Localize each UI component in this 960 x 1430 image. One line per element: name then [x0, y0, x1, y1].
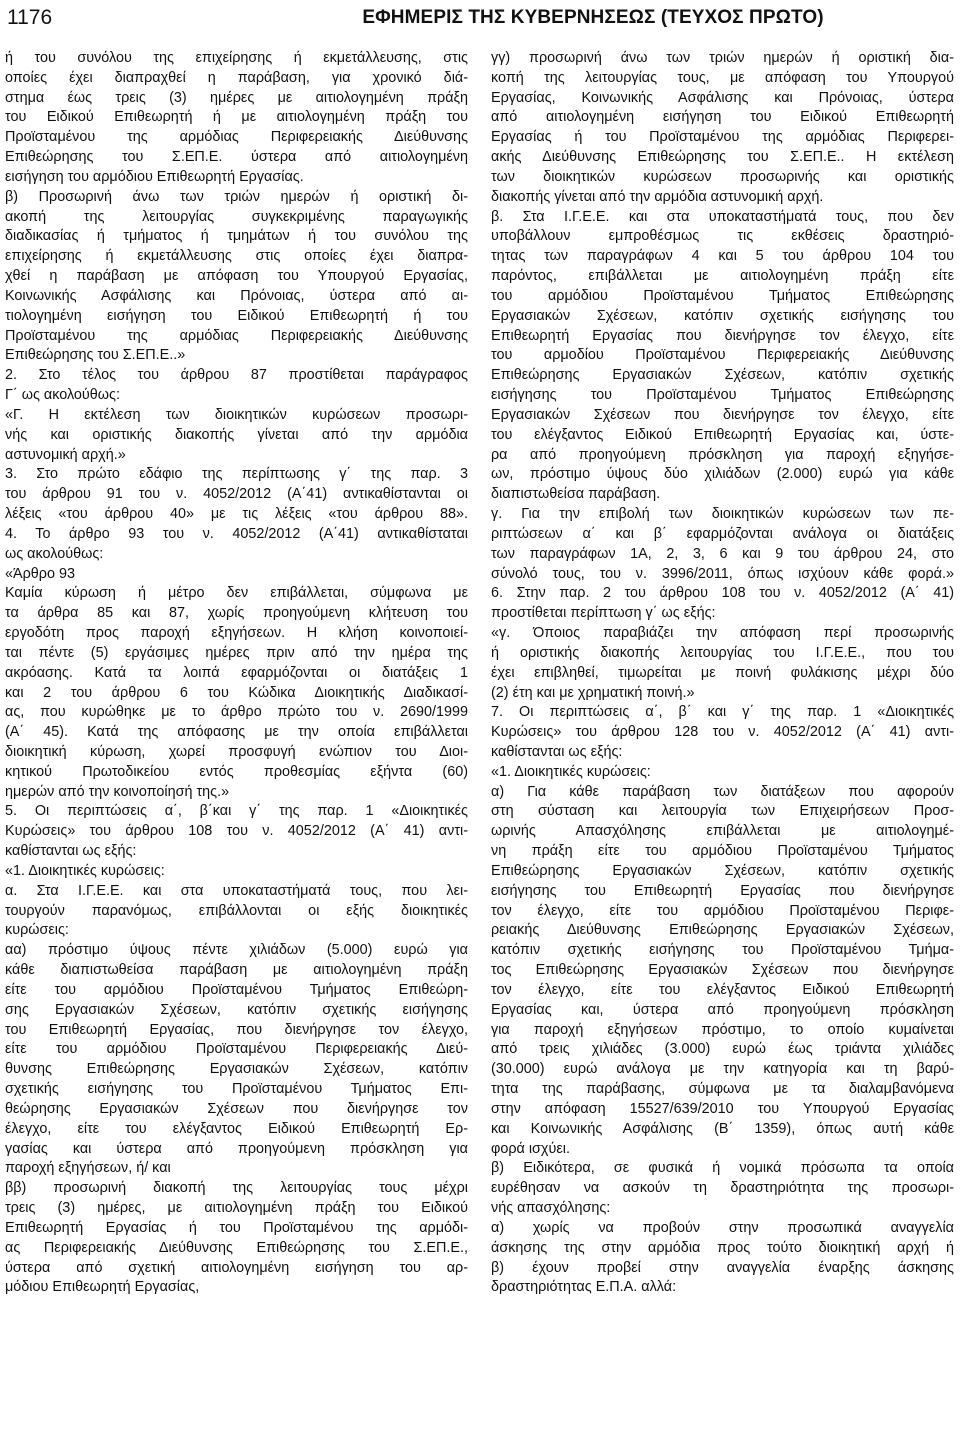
text-line: κυρώσεις: [5, 922, 69, 939]
text-line: β) Ειδικότερα, σε φυσικά ή νομικά πρόσωπα τα οποία [491, 1160, 954, 1177]
text-line: 3. Στο πρώτο εδάφιο της περίπτωσης γ΄ της παρ. 3 [5, 466, 468, 483]
text-line: άσκησης της στην αρμόδια προς τούτο διοικητική αρχή ή [491, 1239, 954, 1256]
text-line: και Κοινωνικής Ασφάλισης (Β΄ 1359), όπως αυτή κάθε [491, 1120, 954, 1137]
text-line: έλεγχο, είτε του ελέγξαντος Ειδικού Επιθεωρητή Ερ- [5, 1120, 468, 1137]
text-line: νη πράξη είτε του αρμόδιου Προϊσταμένου Τμήματος [491, 843, 954, 860]
text-line: κοπή της λειτουργίας τους, με απόφαση του Υπουργού [491, 69, 954, 86]
text-line: δραστηριότητας Ε.Π.Α. αλλά: [491, 1279, 677, 1296]
text-line: ή του συνόλου της επιχείρησης ή εκμετάλλευσης, στις [5, 50, 468, 66]
text-line: Γ΄ ως ακολούθως: [5, 387, 120, 404]
text-line: μόδιου Επιθεωρητή Εργασίας, [5, 1279, 200, 1296]
page-header [7, 4, 953, 38]
text-line: είτε του αρμόδιου Προϊσταμένου Τμήματος Επιθεώρη- [5, 981, 468, 998]
text-line: εισήγηση του αρμόδιου Επιθεωρητή Εργασίας. [5, 168, 304, 185]
text-line: στημα έως τρεις (3) ημέρες με αιτιολογημένη πράξη [5, 89, 468, 106]
text-line: ή οριστικής διακοπής λειτουργίας του Ι.Γ.Ε.Ε., που του [491, 644, 954, 661]
text-line: β) έχουν προβεί στην αναγγελία έναρξης άσκησης [491, 1259, 954, 1276]
text-line: Επιθεώρησης Εργασιακών Σχέσεων, κατόπιν σχετικής [491, 862, 954, 879]
text-line: «Άρθρο 93 [5, 565, 75, 582]
text-line: τητας των παραγράφων 4 και 5 του άρθρου 104 του [491, 248, 954, 265]
text-line: ρειακής Διεύθυνσης Επιθεώρησης Εργασιακών Σχέσεων, [491, 922, 954, 939]
text-line: Κυρώσεις» του άρθρου 128 του ν. 4052/2012 (Α΄ 41) αντι- [491, 724, 954, 741]
text-line: ββ) προσωρινή διακοπή της λειτουργίας τους μέχρι [5, 1180, 468, 1197]
text-line: ακρόασης. Κατά τα λοιπά εφαρμόζονται οι διατάξεις 1 [5, 664, 468, 681]
text-line: από τρεις χιλιάδες (3.000) ευρώ έως τριάντα χιλιάδες [491, 1041, 954, 1058]
text-line: και 2 του άρθρου 6 του Κώδικα Διοικητικής Διαδικασί- [5, 684, 468, 701]
text-line: τα άρθρα 85 και 87, χωρίς προηγούμενη κλήτευση του [5, 605, 468, 622]
text-line: «1. Διοικητικές κυρώσεις: [491, 763, 651, 780]
page-number: 1176 [7, 6, 53, 29]
text-line: Επιθεώρησης του Σ.ΕΠ.Ε. ύστερα από αιτιολογημένη [5, 149, 468, 166]
text-line: του αρμόδιου Προϊσταμένου Τμήματος Επιθεώρησης [491, 287, 954, 304]
text-line: «Γ. Η εκτέλεση των διοικητικών κυρώσεων προσωρι- [5, 406, 468, 423]
running-title: ΕΦΗΜΕΡΙΣ ΤΗΣ ΚΥΒΕΡΝΗΣΕΩΣ (ΤΕΥΧΟΣ ΠΡΩΤΟ) [362, 7, 824, 28]
text-line: τρεις (3) ημέρες, με αιτιολογημένη πράξη του Ειδικού [5, 1200, 468, 1217]
text-line: νής απασχόλησης: [491, 1200, 611, 1217]
text-line: ριπτώσεων α΄ και β΄ εφαρμόζονται ανάλογα οι διατάξεις [491, 525, 954, 542]
text-line: ρα από προηγούμενη πρόσκληση για παροχή εξηγήσε- [491, 446, 954, 463]
text-line: καθίστανται ως εξής: [491, 743, 623, 760]
text-line: νής και οριστικής διακοπής γίνεται από την αρμόδια [5, 426, 468, 443]
text-line: Κοινωνικής Ασφάλισης και Πρόνοιας, ύστερα από αι- [5, 287, 468, 304]
text-line: παροχή εξηγήσεων, ή/ και [5, 1160, 171, 1177]
text-line: χθεί η παράβαση με απόφαση του Υπουργού Εργασίας, [5, 268, 468, 285]
text-line: τον έλεγχο, είτε του αρμόδιου Προϊσταμένου Περιφε- [491, 902, 954, 919]
text-line: ημερών από την κοινοποίησή της.» [5, 783, 230, 800]
text-line: του Ειδικού Επιθεωρητή ή με αιτιολογημένη πράξη του [5, 109, 468, 126]
text-line: κητικού Πρωτοδικείου εντός προθεσμίας εξήντα (60) [5, 763, 468, 780]
text-line: τουργούν παρανόμως, επιβάλλονται οι εξής διοικητικές [5, 902, 468, 919]
text-line: για παροχή εξηγήσεων πρόστιμο, το οποίο κυμαίνεται [491, 1021, 954, 1038]
text-line: Επιθεωρητή Εργασίας που διενήργησε τον έλεγχο, είτε [491, 327, 954, 344]
text-line: τιολογημένη εισήγηση του Ειδικού Επιθεωρητή ή του [5, 307, 468, 324]
text-line: του αρμοδίου Προϊσταμένου Περιφερειακής Διεύθυνσης [491, 347, 954, 364]
text-line: διαδικασίας ή τμήματος ή τμημάτων ή του συνόλου της [5, 228, 468, 245]
text-line: (2) έτη και με χρηματική ποινή.» [491, 684, 695, 701]
text-line: θεώρησης Εργασιακών Σχέσεων που διενήργησε τον [5, 1100, 468, 1117]
text-line: σχετικής εισήγησης του Προϊσταμένου Τμήματος Επι- [5, 1081, 468, 1098]
text-line: Κυρώσεις» του άρθρου 108 του ν. 4052/2012 (Α΄ 41) αντι- [5, 823, 468, 840]
text-line: 5. Οι περιπτώσεις α΄, β΄και γ΄ της παρ. 1 «Διοικητικές [5, 803, 468, 820]
text-line: ται πέντε (5) εργάσιμες ημέρες πριν από την ημέρα της [5, 644, 468, 661]
text-line: ευρέθησαν να ασκούν τη δραστηριότητα της προσωρι- [491, 1180, 954, 1197]
text-line: γασίας και ύστερα από προηγούμενη πρόσκληση για [5, 1140, 468, 1157]
text-line: από αιτιολογημένη εισήγηση του Ειδικού Επιθεωρητή [491, 109, 954, 126]
text-line: «1. Διοικητικές κυρώσεις: [5, 862, 165, 879]
text-line: 4. Το άρθρο 93 του ν. 4052/2012 (Α΄41) αντικαθίσταται [5, 525, 468, 542]
text-line: Καμία κύρωση ή μέτρο δεν επιβάλλεται, σύμφωνα με [5, 585, 468, 602]
text-line: ακοπή της λειτουργίας συγκεκριμένης παραγωγικής [5, 208, 468, 225]
text-line: ωρινής Απασχόλησης επιβάλλεται με αιτιολογημέ- [491, 823, 954, 840]
text-line: ων, πρόστιμο ύψους δύο χιλιάδων (2.000) ευρώ για κάθε [491, 466, 954, 483]
text-line: Επιθεωρητή Εργασίας ή του Προϊσταμένου της αρμόδι- [5, 1219, 468, 1236]
text-line: α. Στα Ι.Γ.Ε.Ε. και στα υποκαταστήματά τους, που λει- [5, 882, 468, 899]
text-line: γγ) προσωρινή άνω των τριών ημερών ή οριστική δια- [491, 50, 954, 66]
text-line: α) χωρίς να προβούν στην προσωπικά αναγγελία [491, 1219, 954, 1236]
text-line: Προϊσταμένου της αρμόδιας Περιφερειακής Διεύθυνσης [5, 129, 468, 146]
text-line: Επιθεώρησης του Σ.ΕΠ.Ε..» [5, 347, 186, 364]
text-line: κάθε διαπιστωθείσα παράβαση με αιτιολογημένη πράξη [5, 962, 468, 979]
text-line: είτε του αρμόδιου Προϊσταμένου Περιφερειακής Διεύ- [5, 1041, 468, 1058]
text-line: των παραγράφων 1Α, 2, 3, 6 και 9 του άρθρου 24, στο [491, 545, 954, 562]
text-line: διακοπής γίνεται από την αρμόδια αστυνομική αρχή. [491, 188, 824, 205]
text-line: του άρθρου 91 του ν. 4052/2012 (Α΄41) αντικαθίστανται οι [5, 486, 468, 503]
text-line: λέξεις «του άρθρου 40» με τις λέξεις «του άρθρου 88». [5, 506, 468, 523]
text-line: 7. Οι περιπτώσεις α΄, β΄ και γ΄ της παρ. 1 «Διοικητικές [491, 704, 954, 721]
text-line: β) Προσωρινή άνω των τριών ημερών ή οριστική δι- [5, 188, 468, 205]
text-line: σύνολό τους, του ν. 3996/2011, όπως ισχύουν κάθε φορά.» [491, 565, 954, 582]
text-line: αα) πρόστιμο ύψους πέντε χιλιάδων (5.000) ευρώ για [5, 942, 468, 959]
text-line: προστίθεται περίπτωση γ΄ ως εξής: [491, 605, 716, 622]
text-line: 6. Στην παρ. 2 του άρθρου 108 του ν. 4052/2012 (Α΄ 41) [491, 585, 954, 602]
text-line: αστυνομική αρχή.» [5, 446, 126, 463]
text-line: ας, που κυρώθηκε με το άρθρο πρώτο του ν. 2690/1999 [5, 704, 468, 721]
text-line: εισήγησης του Προϊσταμένου Τμήματος Επιθεώρησης [491, 387, 954, 404]
text-line: οποίες έχει διαπραχθεί η παράβαση, για χρονικό διά- [5, 69, 468, 86]
text-line: Εργασιακών Σχέσεων, κατόπιν σχετικής εισήγησης του [491, 307, 954, 324]
text-line: Επιθεώρησης Εργασιακών Σχέσεων, κατόπιν σχετικής [491, 367, 954, 384]
text-line: «γ. Όποιος παραβιάζει την απόφαση περί προσωρινής [491, 625, 954, 642]
text-line: στην απόφαση 15527/639/2010 του Υπουργού Εργασίας [491, 1100, 954, 1117]
text-line: σης Εργασιακών Σχέσεων, κατόπιν σχετικής εισήγησης [5, 1001, 468, 1018]
text-line: Προϊσταμένου της αρμόδιας Περιφερειακής Διεύθυνσης [5, 327, 468, 344]
text-line: έχει επιβληθεί, τιμωρείται με ποινή φυλάκισης μέχρι δύο [491, 664, 954, 681]
text-line: θυνσης Επιθεώρησης Εργασιακών Σχέσεων, κατόπιν [5, 1061, 468, 1078]
text-line: επιχείρησης ή εκμετάλλευσης στις οποίες έχει διαπρα- [5, 248, 468, 265]
text-line: κατόπιν σχετικής εισήγησης του Προϊσταμένου Τμήμα- [491, 942, 954, 959]
text-line: υποβάλλουν εμπροθέσμως τις εκθέσεις δραστηριό- [491, 228, 954, 245]
text-line: 2. Στο τέλος του άρθρου 87 προστίθεται παράγραφος [5, 367, 468, 384]
text-line: τον έλεγχο, είτε του ελέγξαντος Ειδικού Επιθεωρητή [491, 981, 954, 998]
text-line: παρόντος, επιβάλλεται με αιτιολογημένη πράξη είτε [491, 268, 954, 285]
text-line: Εργασίας, Κοινωνικής Ασφάλισης και Πρόνοιας, ύστερα [491, 89, 954, 106]
text-line: α) Για κάθε παράβαση των διατάξεων που αφορούν [491, 783, 954, 800]
text-line: διοικητική κύρωση, χωρεί προσφυγή ενώπιον του Διοι- [5, 743, 468, 760]
text-line: Εργασιακών Σχέσεων που διενήργησε τον έλεγχο, είτε [491, 406, 954, 423]
text-line: διαπιστωθείσα παράβαση. [491, 486, 661, 503]
right-column [491, 49, 954, 1298]
text-line: Εργασίας ή του Προϊσταμένου της αρμόδιας Περιφερει- [491, 129, 954, 146]
text-line: εργοδότη προς παροχή εξηγήσεων. Η κλήση κοινοποιεί- [5, 625, 468, 642]
text-line: ακής Διεύθυνσης Επιθεώρησης του Σ.ΕΠ.Ε.. Η εκτέλεση [491, 149, 954, 166]
text-line: ας Περιφερειακής Διεύθυνσης Επιθεώρησης του Σ.ΕΠ.Ε., [5, 1239, 468, 1256]
text-line: (Α΄ 45). Κατά της απόφασης με την οποία επιβάλλεται [5, 724, 468, 741]
text-line: τος Επιθεώρησης Εργασιακών Σχέσεων που διενήργησε [491, 962, 954, 979]
text-line: στη σύσταση και λειτουργία των Επιχειρήσεων Προσ- [491, 803, 954, 820]
text-line: (30.000) ευρώ ανάλογα με την κατηγορία και τη βαρύ- [491, 1061, 954, 1078]
text-line: του ελέγξαντος Ειδικού Επιθεωρητή Εργασίας και, ύστε- [491, 426, 954, 443]
text-line: Εργασίας και, ύστερα από προηγούμενη πρόσκληση [491, 1001, 954, 1018]
text-line: του Επιθεωρητή Εργασίας, που διενήργησε τον έλεγχο, [5, 1021, 468, 1038]
text-line: ως ακολούθως: [5, 545, 104, 562]
text-line: τητα της παράβασης, σύμφωνα με τα διαλαμβανόμενα [491, 1081, 954, 1098]
text-line: φορά ισχύει. [491, 1140, 570, 1157]
text-line: ύστερα από σχετική αιτιολογημένη εισήγηση του αρ- [5, 1259, 468, 1276]
text-line: εισήγησης του Επιθεωρητή Εργασίας που διενήργησε [491, 882, 954, 899]
text-line: β. Στα Ι.Γ.Ε.Ε. και στα υποκαταστήματά τους, που δεν [491, 208, 954, 225]
text-line: καθίστανται ως εξής: [5, 843, 137, 860]
text-line: των διοικητικών κυρώσεων προσωρινής και οριστικής [491, 168, 954, 185]
text-line: γ. Για την επιβολή των διοικητικών κυρώσεων των πε- [491, 506, 954, 523]
left-column [5, 49, 468, 1298]
